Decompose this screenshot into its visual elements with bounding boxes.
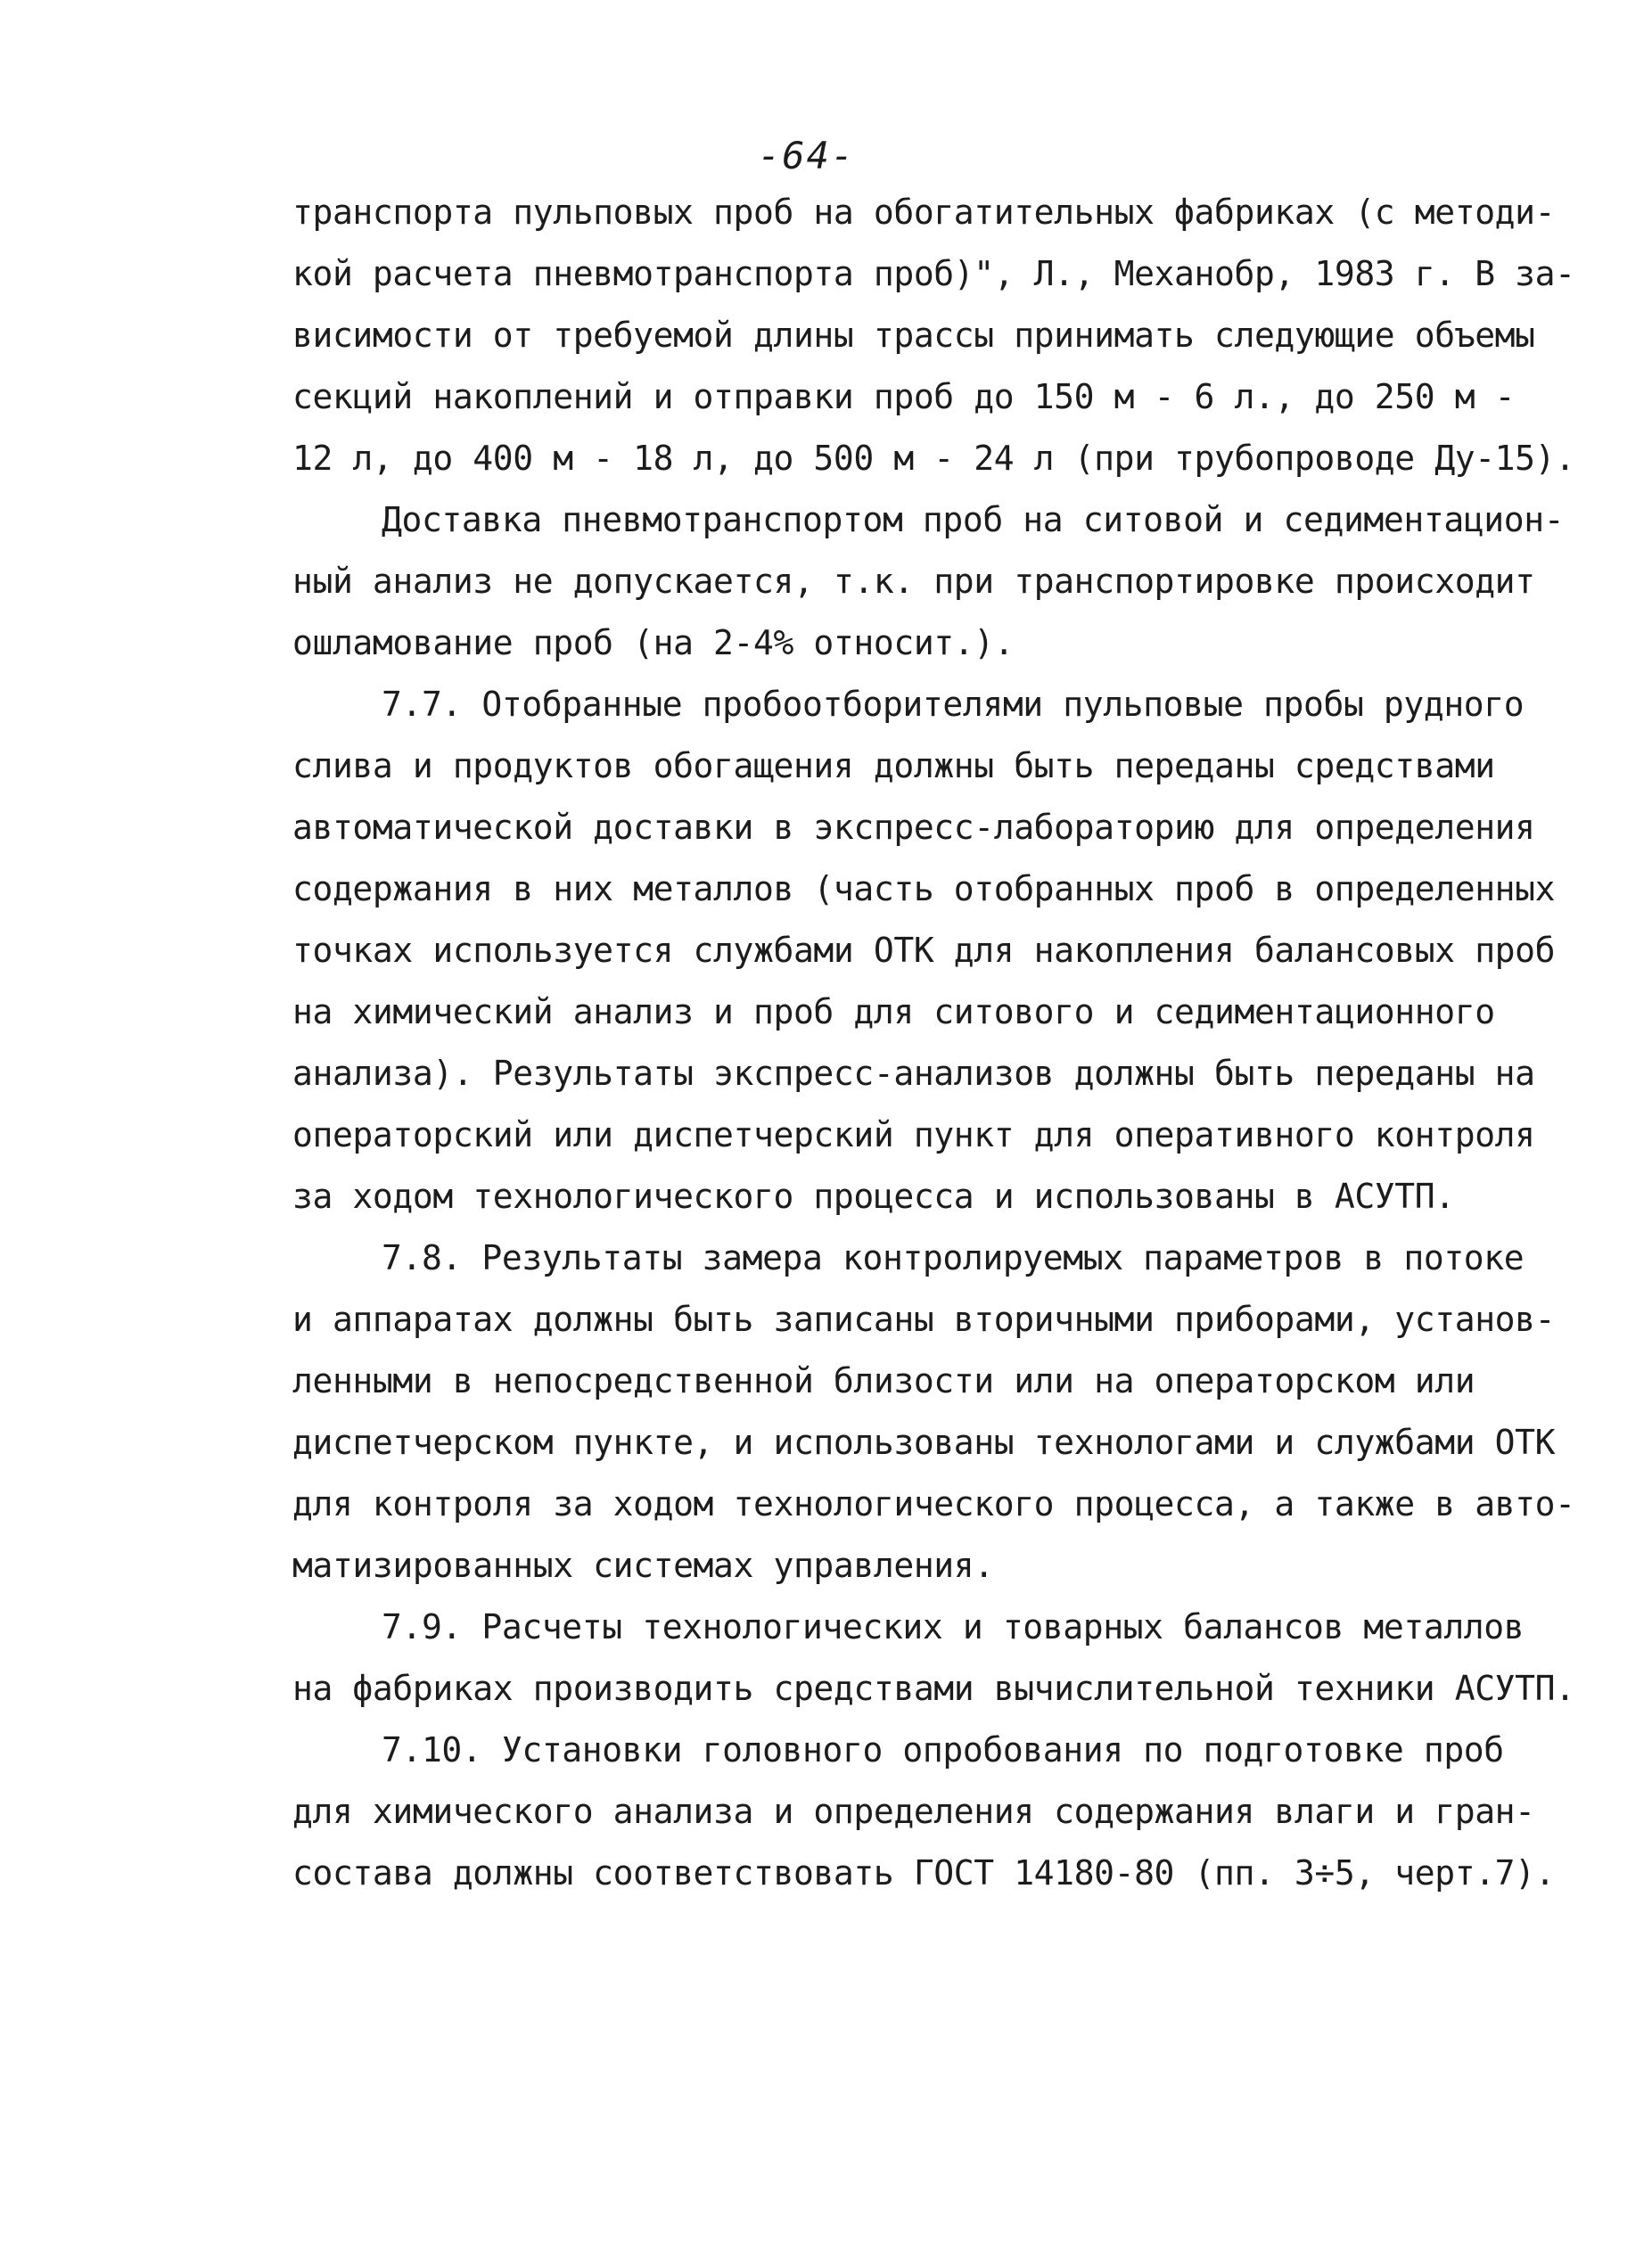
text-line: кой расчета пневмотранспорта проб)", Л., Механобр, 1983 г. В за- (292, 254, 1575, 293)
text-line: 12 л, до 400 м - 18 л, до 500 м - 24 л (при трубопроводе Ду-15). (292, 439, 1575, 478)
text-line: висимости от требуемой длины трассы принимать следующие объемы (292, 316, 1535, 355)
text-line: для контроля за ходом технологического процесса, а также в авто- (292, 1484, 1575, 1523)
text-line: на химический анализ и проб для ситового и седиментационного (292, 992, 1495, 1031)
text-line: транспорта пульповых проб на обогатительных фабриках (с методи- (292, 193, 1556, 232)
section-7-7-heading-line: 7.7. Отобранные пробоотборителями пульповые пробы рудного (382, 685, 1525, 724)
text-line: состава должны соответствовать ГОСТ 14180-80 (пп. 3÷5, черт.7). (292, 1853, 1556, 1893)
text-line: для химического анализа и определения содержания влаги и гран- (292, 1792, 1535, 1831)
text-line: матизированных системах управления. (292, 1546, 994, 1585)
page-number: -64- (758, 134, 856, 177)
paragraph-first-line: Доставка пневмотранспортом проб на ситовой и седиментацион- (382, 500, 1565, 539)
text-line: ленными в непосредственной близости или на операторском или (292, 1361, 1475, 1400)
text-line: операторский или диспетчерский пункт для оперативного контроля (292, 1115, 1535, 1154)
body-text (292, 182, 1575, 1904)
section-7-9-heading-line: 7.9. Расчеты технологических и товарных балансов металлов (382, 1607, 1525, 1646)
section-7-10-heading-line: 7.10. Установки головного опробования по подготовке проб (382, 1730, 1504, 1770)
section-7-8-heading-line: 7.8. Результаты замера контролируемых параметров в потоке (382, 1238, 1525, 1277)
text-line: автоматической доставки в экспресс-лабораторию для определения (292, 808, 1535, 847)
text-line: за ходом технологического процесса и использованы в АСУТП. (292, 1177, 1455, 1216)
text-line: диспетчерском пункте, и использованы технологами и службами ОТК (292, 1423, 1556, 1462)
text-line: слива и продуктов обогащения должны быть переданы средствами (292, 746, 1495, 785)
text-line: ный анализ не допускается, т.к. при транспортировке происходит (292, 562, 1535, 601)
text-line: на фабриках производить средствами вычислительной техники АСУТП. (292, 1669, 1575, 1708)
text-line: анализа). Результаты экспресс-анализов должны быть переданы на (292, 1054, 1535, 1093)
text-line: точках используется службами ОТК для накопления балансовых проб (292, 931, 1556, 970)
text-line: ошламование проб (на 2-4% относит.). (292, 623, 1015, 662)
text-line: и аппаратах должны быть записаны вторичными приборами, установ- (292, 1300, 1556, 1339)
text-line: содержания в них металлов (часть отобранных проб в определенных (292, 869, 1556, 908)
text-line: секций накоплений и отправки проб до 150 м - 6 л., до 250 м - (292, 377, 1516, 416)
